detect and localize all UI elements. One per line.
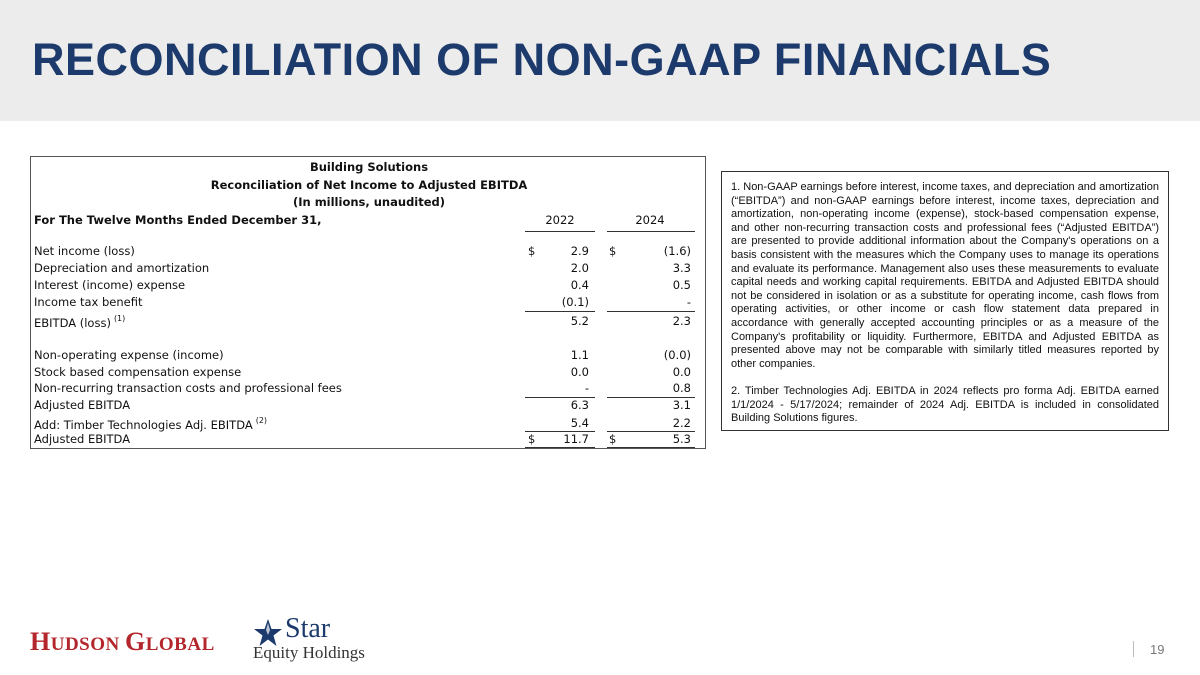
value-2024: (0.0)	[663, 348, 691, 362]
value-2024: 0.5	[672, 278, 691, 292]
footnote-2: 2. Timber Technologies Adj. EBITDA in 2024 reflects pro forma Adj. EBITDA earned 1/1/2024 - 5/17/2024; remainder of 2024 Adj. EBITDA is included in consolidated Building Solutions figures.	[731, 384, 1159, 425]
row-label: Non-operating expense (income)	[34, 348, 224, 362]
value-2024: 2.2	[672, 416, 691, 430]
footnotes-box	[721, 171, 1169, 431]
row-label: Non-recurring transaction costs and professional fees	[34, 381, 342, 395]
value-2024: 5.3	[672, 432, 691, 446]
currency-symbol: $	[609, 432, 617, 446]
table-row	[31, 348, 705, 365]
table-heading-units: (In millions, unaudited)	[292, 195, 446, 209]
table-row	[31, 261, 705, 278]
currency-symbol: $	[609, 244, 617, 258]
value-2022: (0.1)	[561, 295, 589, 309]
value-2022: 5.2	[570, 314, 589, 328]
table-heading-segment: Building Solutions	[309, 160, 429, 174]
hudson-global-logo: HUDSON GLOBAL	[30, 627, 215, 656]
column-underline	[607, 231, 695, 232]
footer-divider	[1133, 641, 1134, 657]
subtotal-underline	[525, 311, 595, 312]
row-label	[34, 416, 267, 432]
reconciliation-table	[30, 156, 706, 449]
value-2024: (1.6)	[663, 244, 691, 258]
row-label: Net income (loss)	[34, 244, 135, 258]
star-logo-subtitle: Equity Holdings	[253, 643, 365, 662]
value-2022: 2.0	[570, 261, 589, 275]
subtotal-underline	[607, 311, 695, 312]
star-equity-logo	[253, 613, 393, 666]
row-label: Income tax benefit	[34, 295, 143, 309]
table-row	[31, 416, 705, 433]
column-header-2022: 2022	[545, 213, 575, 227]
value-2022: 2.9	[570, 244, 589, 258]
table-row	[31, 244, 705, 261]
table-row	[31, 295, 705, 312]
row-label: Interest (income) expense	[34, 278, 186, 292]
currency-symbol: $	[528, 244, 536, 258]
value-2022: 0.4	[570, 278, 589, 292]
value-2022: 6.3	[570, 398, 589, 412]
table-row	[31, 398, 705, 415]
row-label-text: Add: Timber Technologies Adj. EBITDA	[34, 418, 253, 432]
value-2024: 0.8	[672, 381, 691, 395]
value-2024: 2.3	[672, 314, 691, 328]
value-2022: 11.7	[563, 432, 589, 446]
footnote-1: 1. Non-GAAP earnings before interest, income taxes, and depreciation and amortization (“EBITDA”) and non-GAAP earnings before interest, income taxes, depreciation and amortization, non-operating income (expense), stock-based compensation expense, and other non-recurring transaction costs and professional fees (“Adjusted EBITDA”) are presented to provide additional information about the Company's operations on a basis consistent with the measures which the Company uses to manage its operations and evaluate its performance. Management also uses these measurements to evaluate capital needs and working capital requirements. EBITDA and Adjusted EBITDA should not be considered in isolation or as a substitute for operating income, cash flows from operating activities, or other income or cash flow statement data prepared in accordance with generally accepted accounting principles or as a measure of the Company's profitability or liquidity. Furthermore, EBITDA and Adjusted EBITDA as presented above may not be comparable with similarly titled measures reported by other companies.	[731, 181, 1159, 370]
total-underline	[525, 447, 595, 448]
page-number: 19	[1150, 642, 1165, 657]
value-2024: 0.0	[672, 365, 691, 379]
value-2024: 3.1	[672, 398, 691, 412]
row-label-text: EBITDA (loss)	[34, 316, 111, 330]
value-2024: 3.3	[672, 261, 691, 275]
row-label: Adjusted EBITDA	[34, 398, 131, 412]
value-2022: -	[584, 381, 589, 395]
total-row	[31, 432, 705, 449]
period-label: For The Twelve Months Ended December 31,	[34, 213, 322, 227]
table-heading-title: Reconciliation of Net Income to Adjusted EBITDA	[210, 178, 528, 192]
column-header-2024: 2024	[635, 213, 665, 227]
value-2022: 1.1	[570, 348, 589, 362]
table-row	[31, 314, 705, 331]
table-row	[31, 278, 705, 295]
row-label: Stock based compensation expense	[34, 365, 242, 379]
table-row	[31, 365, 705, 382]
row-label: Adjusted EBITDA	[34, 432, 131, 446]
value-2022: 0.0	[570, 365, 589, 379]
value-2024: -	[686, 295, 691, 309]
column-underline	[525, 231, 595, 232]
currency-symbol: $	[528, 432, 536, 446]
footnote-marker: (1)	[113, 314, 126, 323]
period-header-row	[31, 213, 705, 230]
footnote-marker: (2)	[255, 416, 268, 425]
total-underline	[607, 447, 695, 448]
star-logo-word: Star	[285, 613, 331, 644]
value-2022: 5.4	[570, 416, 589, 430]
page-title: RECONCILIATION OF NON-GAAP FINANCIALS	[32, 34, 1052, 85]
row-label	[34, 314, 125, 330]
row-label: Depreciation and amortization	[34, 261, 210, 275]
table-row	[31, 381, 705, 398]
